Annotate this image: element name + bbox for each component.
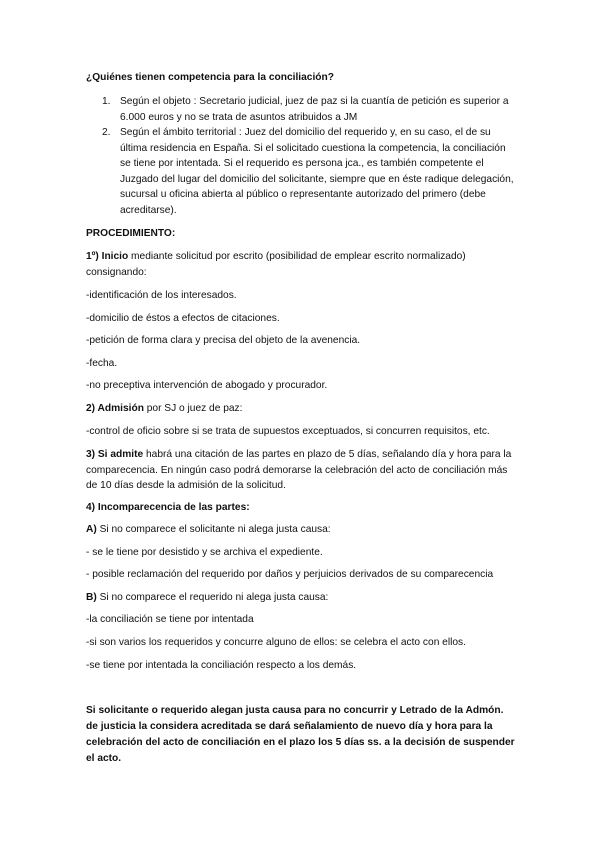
competence-heading: ¿Quiénes tienen competencia para la conciliación? <box>86 72 334 83</box>
case-b-label: B) <box>86 592 97 603</box>
step-4-case-a <box>86 522 518 538</box>
step-2-text: por SJ o juez de paz: <box>143 403 243 414</box>
step-3-label: 3) Si admite <box>86 449 144 460</box>
list-item-text: Según el ámbito territorial : Juez del domicilio del requerido y, en su caso, el de su última residencia en España. Si el solicitado cuestiona la competencia, la conciliación se tiene por intentada. Si el requerido es persona jca., es también competente el Juzgado del lugar del domicilio del solicitante, siempre que en éste radique delegación, sucursal u oficina abierta al público o representante autorizado del primero (debe acreditarse). <box>120 127 514 216</box>
step-1-line: -no preceptiva intervención de abogado y procurador. <box>86 380 328 391</box>
step-1-line: -fecha. <box>86 358 118 369</box>
step-1-line: -petición de forma clara y precisa del objeto de la avenencia. <box>86 335 361 346</box>
final-note: Si solicitante o requerido alegan justa causa para no concurrir y Letrado de la Admón. de justicia la considera acreditada se dará señalamiento de nuevo día y hora para la celebración del acto de conciliación en el plazo los 5 días ss. a la decisión de suspender el acto. <box>86 705 515 764</box>
step-2-label: 2) Admisión <box>86 403 144 414</box>
step-2-line: -control de oficio sobre si se trata de supuestos exceptuados, si concurren requisitos, etc. <box>86 426 490 437</box>
list-item <box>86 94 518 125</box>
case-a-text: Si no comparece el solicitante ni alega justa causa: <box>96 524 331 535</box>
list-item <box>86 125 518 218</box>
step-2 <box>86 401 518 417</box>
step-3 <box>86 447 518 494</box>
case-b-text: Si no comparece el requerido ni alega justa causa: <box>96 592 329 603</box>
case-b-line: -la conciliación se tiene por intentada <box>86 614 254 625</box>
step-1-text: mediante solicitud por escrito (posibilidad de emplear escrito normalizado) consignando: <box>86 251 466 278</box>
case-b-line: -se tiene por intentada la conciliación respecto a los demás. <box>86 660 357 671</box>
case-b-line: -si son varios los requeridos y concurre alguno de ellos: se celebra el acto con ellos. <box>86 637 466 648</box>
step-4-case-b <box>86 590 518 606</box>
procedure-heading: PROCEDIMIENTO: <box>86 228 176 239</box>
list-item-number: 2. <box>102 127 111 138</box>
case-a-label: A) <box>86 524 97 535</box>
step-1-line: -domicilio de éstos a efectos de citaciones. <box>86 313 280 324</box>
list-item-number: 1. <box>102 96 111 107</box>
step-1-label: 1º) Inicio <box>86 251 129 262</box>
step-1 <box>86 249 518 280</box>
competence-list <box>86 94 518 218</box>
step-4-heading: 4) Incomparecencia de las partes: <box>86 502 250 513</box>
step-3-text: habrá una citación de las partes en plazo de 5 días, señalando día y hora para la comparecencia. En ningún caso podrá demorarse la celebración del acto de conciliación más de 10 días desde la admisión de la solicitud. <box>86 449 512 491</box>
step-1-line: -identificación de los interesados. <box>86 290 237 301</box>
case-a-line: - se le tiene por desistido y se archiva el expediente. <box>86 547 323 558</box>
case-a-line: - posible reclamación del requerido por daños y perjuicios derivados de su comparecencia <box>86 569 494 580</box>
list-item-text: Según el objeto : Secretario judicial, juez de paz si la cuantía de petición es superior a 6.000 euros y no se trata de asuntos atribuidos a JM <box>120 96 509 123</box>
